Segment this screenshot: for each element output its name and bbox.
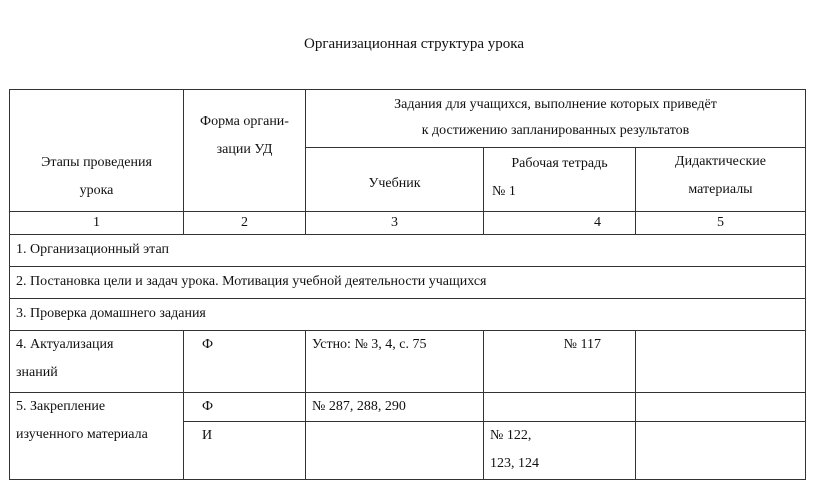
number-cell: 3 xyxy=(306,212,484,235)
textbook-cell: № 287, 288, 290 xyxy=(306,393,484,422)
numbers-row xyxy=(10,212,806,235)
didactic-cell xyxy=(636,393,806,422)
form-cell: И xyxy=(184,422,306,480)
textbook-cell: Устно: № 3, 4, с. 75 xyxy=(306,331,484,393)
header-didactic-line2: материалы xyxy=(688,182,753,197)
workbook-cell xyxy=(484,422,636,480)
header-textbook xyxy=(306,148,484,212)
header-didactic xyxy=(636,148,806,212)
didactic-cell xyxy=(636,422,806,480)
stage-homework-check: 3. Проверка домашнего задания xyxy=(10,299,806,331)
didactic-cell xyxy=(636,331,806,393)
form-cell: Ф xyxy=(184,331,306,393)
workbook-cell-line1: № 122, xyxy=(490,428,532,443)
header-row-1 xyxy=(10,90,806,148)
header-stages-line2: урока xyxy=(79,182,114,198)
number-cell: 1 xyxy=(10,212,184,235)
stage-consolidation-line2: изученного материала xyxy=(16,427,148,442)
stage-consolidation xyxy=(10,393,184,480)
table-row xyxy=(10,235,806,267)
table-row xyxy=(10,267,806,299)
page-title: Организационная структура урока xyxy=(304,36,524,52)
number-cell: 5 xyxy=(636,212,806,235)
header-stages-line1: Этапы проведения xyxy=(41,154,152,170)
header-textbook-label: Учебник xyxy=(368,176,421,191)
stage-actualization xyxy=(10,331,184,393)
workbook-cell: № 117 xyxy=(484,331,636,393)
textbook-cell xyxy=(306,422,484,480)
form-cell: Ф xyxy=(184,393,306,422)
header-tasks xyxy=(306,90,806,148)
header-tasks-line1: Задания для учащихся, выполнение которых приведёт xyxy=(394,97,717,112)
stage-goal-setting: 2. Постановка цели и задач урока. Мотивация учебной деятельности учащихся xyxy=(10,267,806,299)
lesson-structure-table xyxy=(9,89,806,480)
header-workbook xyxy=(484,148,636,212)
stage-organizational: 1. Организационный этап xyxy=(10,235,806,267)
number-cell: 4 xyxy=(484,212,636,235)
workbook-cell-line2: 123, 124 xyxy=(490,456,539,471)
header-workbook-line1: Рабочая тетрадь xyxy=(511,156,608,171)
stage-actualization-line1: 4. Актуализация xyxy=(16,337,114,352)
stage-consolidation-line1: 5. Закрепление xyxy=(16,399,106,414)
header-form-line2: зации УД xyxy=(216,142,273,157)
number-cell: 2 xyxy=(184,212,306,235)
header-stages xyxy=(10,90,184,212)
table-row xyxy=(10,331,806,393)
table-row xyxy=(10,299,806,331)
header-didactic-line1: Дидактические xyxy=(675,154,766,169)
header-form-line1: Форма органи- xyxy=(200,114,289,129)
stage-actualization-line2: знаний xyxy=(16,365,58,380)
table-row xyxy=(10,393,806,422)
header-workbook-line2: № 1 xyxy=(492,184,516,199)
workbook-cell xyxy=(484,393,636,422)
header-form xyxy=(184,90,306,212)
header-tasks-line2: к достижению запланированных результатов xyxy=(421,123,690,138)
